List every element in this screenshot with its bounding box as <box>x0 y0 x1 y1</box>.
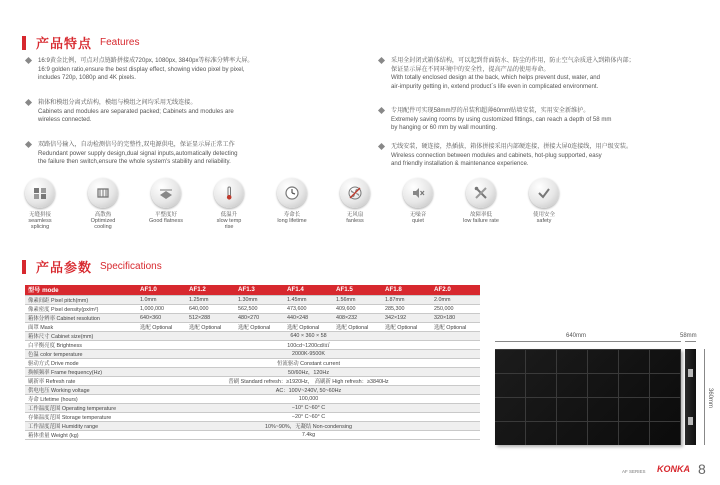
spec-row <box>25 295 480 304</box>
features-header <box>22 33 139 52</box>
spec-value: 2000K-9500K <box>137 349 480 358</box>
header-bar <box>22 36 26 50</box>
spec-value: 320×180 <box>431 313 480 322</box>
spec-value: 100,000 <box>137 394 480 403</box>
icon-label-en: rise <box>224 224 234 230</box>
icon-item <box>329 178 381 224</box>
spec-row <box>25 376 480 385</box>
spec-row <box>25 367 480 376</box>
feature-text-en: Extremely saving rooms by using customized fittings, can reach a depth of 58 mm <box>391 115 612 123</box>
icon-label-en: fanless <box>346 218 364 224</box>
features-left <box>22 57 352 183</box>
feature-item <box>375 57 705 101</box>
seamless-icon <box>25 178 55 208</box>
feature-text-cn: 双路信号输入，自动检测信号的完整性,双电源供电，保证显示屏正常工作 <box>38 141 235 148</box>
icon-label-en: seamless <box>28 218 52 224</box>
spec-row <box>25 349 480 358</box>
icon-label-cn: 寿命长 <box>283 212 301 218</box>
spec-row <box>25 394 480 403</box>
spec-value: 250,000 <box>431 304 480 313</box>
latch-icon <box>688 369 693 377</box>
spec-row <box>25 322 480 331</box>
icon-item <box>392 178 444 224</box>
latch-icon <box>688 417 693 425</box>
diamond-bullet-icon <box>378 107 385 114</box>
spec-value: 选配 Optional <box>431 322 480 331</box>
spec-value: 选配 Optional <box>186 322 235 331</box>
spec-value: 285,300 <box>382 304 431 313</box>
feature-item <box>22 99 352 135</box>
icon-item <box>203 178 255 230</box>
spec-value: 100cd~1200cd/㎡ <box>137 340 480 349</box>
feature-text-en: wireless connected. <box>38 116 92 124</box>
feature-icons-row <box>20 178 700 240</box>
cabinet-side-image <box>685 349 696 445</box>
diamond-bullet-icon <box>25 57 32 64</box>
feature-text-en: Cabinets and modules are separated packed; Cabinets and modules are <box>38 107 234 115</box>
spec-value: 10%~90%，无凝结 Non-condensing <box>137 421 480 430</box>
feature-text-cn: 专用配件可实现58mm厚的吊装和超薄60mm贴墙安装，实用安全新维护。 <box>391 107 590 114</box>
page-number: 8 <box>698 461 706 477</box>
icon-label-en: safety <box>536 218 552 224</box>
width-dimension: 640mm <box>566 333 587 339</box>
spec-value: 1.25mm <box>186 295 235 304</box>
spec-value: 选配 Optional <box>284 322 333 331</box>
tools-icon <box>466 178 496 208</box>
spec-row <box>25 421 480 430</box>
icon-label-en: splicing <box>30 224 50 230</box>
spec-value: 440×248 <box>284 313 333 322</box>
icon-label-en: quiet <box>412 218 424 224</box>
feature-text-en: 16:9 golden ratio,ensure the best display effect, showing video pixel by pixel, <box>38 65 245 73</box>
height-dimension: 360mm <box>707 387 714 409</box>
spec-value: 409,600 <box>333 304 382 313</box>
width-dimension-line <box>495 341 681 342</box>
spec-row-label: 箱体尺寸 Cabinet size(mm) <box>25 331 137 340</box>
diamond-bullet-icon <box>378 143 385 150</box>
spec-row <box>25 304 480 313</box>
icon-label-cn: 无缝拼接 <box>28 212 51 218</box>
spec-value: 选配 Optional <box>333 322 382 331</box>
spec-row-label: 面罩 Mask <box>25 322 137 331</box>
fan-icon <box>340 178 370 208</box>
spec-value: 342×192 <box>382 313 431 322</box>
header-bar <box>22 260 26 274</box>
icon-label-en: long lifetime <box>277 218 307 224</box>
feature-item <box>375 107 705 137</box>
icon-label-en: low failure rate <box>463 218 499 224</box>
specs-title-en: Specifications <box>100 261 162 272</box>
spec-value: AC：100V~240V, 50~60Hz <box>137 385 480 394</box>
spec-row <box>25 385 480 394</box>
feature-text-en: by hanging or 60 mm by wall mounting. <box>391 124 498 132</box>
spec-row <box>25 358 480 367</box>
spec-value: 640×360 <box>137 313 186 322</box>
spec-value: 1.56mm <box>333 295 382 304</box>
spec-row-label: 箱体分辨率 Cabinet resolution <box>25 313 137 322</box>
spec-value: 1.30mm <box>235 295 284 304</box>
features-title-en: Features <box>100 37 140 48</box>
spec-row <box>25 331 480 340</box>
flatness-icon <box>151 178 181 208</box>
spec-row-label: 工作温度范围 Operating temperature <box>25 403 137 412</box>
icon-label-cn: 使用安全 <box>532 212 555 218</box>
thermometer-icon <box>214 178 244 208</box>
spec-row <box>25 403 480 412</box>
depth-dimension-line <box>685 341 696 342</box>
model-column-header: AF1.2 <box>186 285 235 295</box>
spec-row-label: 寿命 Lifetime (hours) <box>25 394 137 403</box>
spec-value: 恒流驱动 Constant current <box>137 358 480 367</box>
spec-row-label: 驱动方式 Drive mode <box>25 358 137 367</box>
model-column-header: AF1.4 <box>284 285 333 295</box>
spec-value: 480×270 <box>235 313 284 322</box>
model-column-header: AF1.3 <box>235 285 284 295</box>
specs-header <box>22 257 162 276</box>
spec-row <box>25 430 480 439</box>
feature-item <box>375 143 705 179</box>
icon-item <box>77 178 129 230</box>
feature-item <box>22 141 352 177</box>
spec-value: 1.45mm <box>284 295 333 304</box>
icon-label-cn: 平整度好 <box>154 212 177 218</box>
spec-row <box>25 412 480 421</box>
spec-value: 50/60Hz，120Hz <box>137 367 480 376</box>
spec-value: 512×288 <box>186 313 235 322</box>
icon-label-cn: 无风扇 <box>346 212 364 218</box>
icon-label-en: Good flatness <box>149 218 183 224</box>
model-column-header: AF1.0 <box>137 285 186 295</box>
spec-header-row <box>25 285 480 295</box>
specs-title-cn: 产品参数 <box>36 260 93 275</box>
spec-row-label: 色温 color temperature <box>25 349 137 358</box>
feature-item <box>22 57 352 93</box>
spec-row-label: 供电电压 Working voltage <box>25 385 137 394</box>
spec-row-label: 箱体重量 Weight (kg) <box>25 430 137 439</box>
spec-value: 1.87mm <box>382 295 431 304</box>
spec-row-label: 像素间距 Pixel pitch(mm) <box>25 295 137 304</box>
icon-label-en: cooling <box>94 224 112 230</box>
icon-item <box>518 178 570 224</box>
spec-value: 2.0mm <box>431 295 480 304</box>
clock-icon <box>277 178 307 208</box>
icon-label-en: slow temp <box>216 218 242 224</box>
spec-value: 选配 Optional <box>382 322 431 331</box>
spec-value: 选配 Optional <box>137 322 186 331</box>
spec-value: 1.0mm <box>137 295 186 304</box>
feature-text-en: air-impurity getting in, extend product`s life even in complicated environment. <box>391 82 599 90</box>
icon-item <box>455 178 507 224</box>
spec-value: −20° C~60° C <box>137 412 480 421</box>
spec-row <box>25 340 480 349</box>
features-title-cn: 产品特点 <box>36 36 93 51</box>
model-column-header: AF1.5 <box>333 285 382 295</box>
feature-text-cn: 16:9黄金比例，可点对点链路拼接成720px, 1080px, 3840px等标准分辨率大屏。 <box>38 57 254 64</box>
feature-text-en: Wireless connection between modules and cabinets, hot-plug supported, easy <box>391 151 602 159</box>
cooling-icon <box>88 178 118 208</box>
spec-value: 408×232 <box>333 313 382 322</box>
spec-row-label: 换帧频率 Frame frequency(Hz) <box>25 367 137 376</box>
feature-text-en: the failure then switch,ensure the whole system's stability and reliability. <box>38 158 231 166</box>
spec-value: 1,000,000 <box>137 304 186 313</box>
brand-logo: KONKA <box>657 464 690 474</box>
spec-row-label: 存储温度范围 Storage temperature <box>25 412 137 421</box>
feature-text-cn: 无线安装，硬连接，热插拔，箱体拼接采用内部硬连接，拼接大屏0连接线，用户级安装。 <box>391 143 633 150</box>
model-column-header: AF1.8 <box>382 285 431 295</box>
spec-row-label: 工作湿度范围 Humidity range <box>25 421 137 430</box>
spec-value: 7.4kg <box>137 430 480 439</box>
model-header-label: 型号 mode <box>25 285 137 295</box>
feature-text-en: includes 720p, 1080p and 4K pixels. <box>38 74 136 82</box>
feature-text-en: Redundant power supply design,dual signal inputs,automatically detecting <box>38 149 238 157</box>
spec-value: 640 × 360 × 58 <box>137 331 480 340</box>
series-label: AF SERIES <box>622 469 646 474</box>
icon-label-cn: 故障率低 <box>469 212 492 218</box>
depth-dimension: 58mm <box>680 333 697 339</box>
spec-value: 473,600 <box>284 304 333 313</box>
spec-row-label: 白平衡亮度 Brightness <box>25 340 137 349</box>
spec-value: 640,000 <box>186 304 235 313</box>
feature-text-cn: 保证显示屏在不同环境中的安全性，提高产品的使用寿命。 <box>391 65 550 73</box>
spec-value: 普刷 Standard refresh：≥1920Hz， 高刷新 High refresh：≥3840Hz <box>137 376 480 385</box>
icon-item <box>266 178 318 224</box>
icon-item <box>14 178 66 230</box>
mute-icon <box>403 178 433 208</box>
icon-label-cn: 无噪音 <box>409 212 427 218</box>
spec-row <box>25 313 480 322</box>
diamond-bullet-icon <box>25 141 32 148</box>
spec-value: −10° C~60° C <box>137 403 480 412</box>
check-icon <box>529 178 559 208</box>
spec-value: 562,500 <box>235 304 284 313</box>
feature-text-cn: 箱体和模组分离式结构，模组与模组之间均采用无线连接。 <box>38 99 197 106</box>
spec-row-label: 刷新率 Refresh rate <box>25 376 137 385</box>
spec-value: 选配 Optional <box>235 322 284 331</box>
features-right <box>375 57 705 185</box>
diamond-bullet-icon <box>378 57 385 64</box>
led-cabinet-image <box>495 349 681 445</box>
feature-text-cn: 采用全封闭式箱体结构，可以起到背面防水、防尘的作用，防止空气杂质进入到箱体内部； <box>391 57 635 64</box>
spec-row-label: 像素密度 Pixel density(px/m²) <box>25 304 137 313</box>
height-dimension-line <box>704 349 705 445</box>
icon-label-cn: 低温升 <box>220 212 238 218</box>
icon-item <box>140 178 192 224</box>
icon-label-en: Optimized <box>90 218 116 224</box>
feature-text-en: With totally enclosed design at the back, which helps prevent dust, water, and <box>391 74 600 82</box>
diamond-bullet-icon <box>25 99 32 106</box>
model-column-header: AF2.0 <box>431 285 480 295</box>
icon-label-cn: 高散热 <box>94 212 112 218</box>
spec-table <box>25 285 480 440</box>
feature-text-en: and friendly installation & maintenance experience. <box>391 160 529 168</box>
